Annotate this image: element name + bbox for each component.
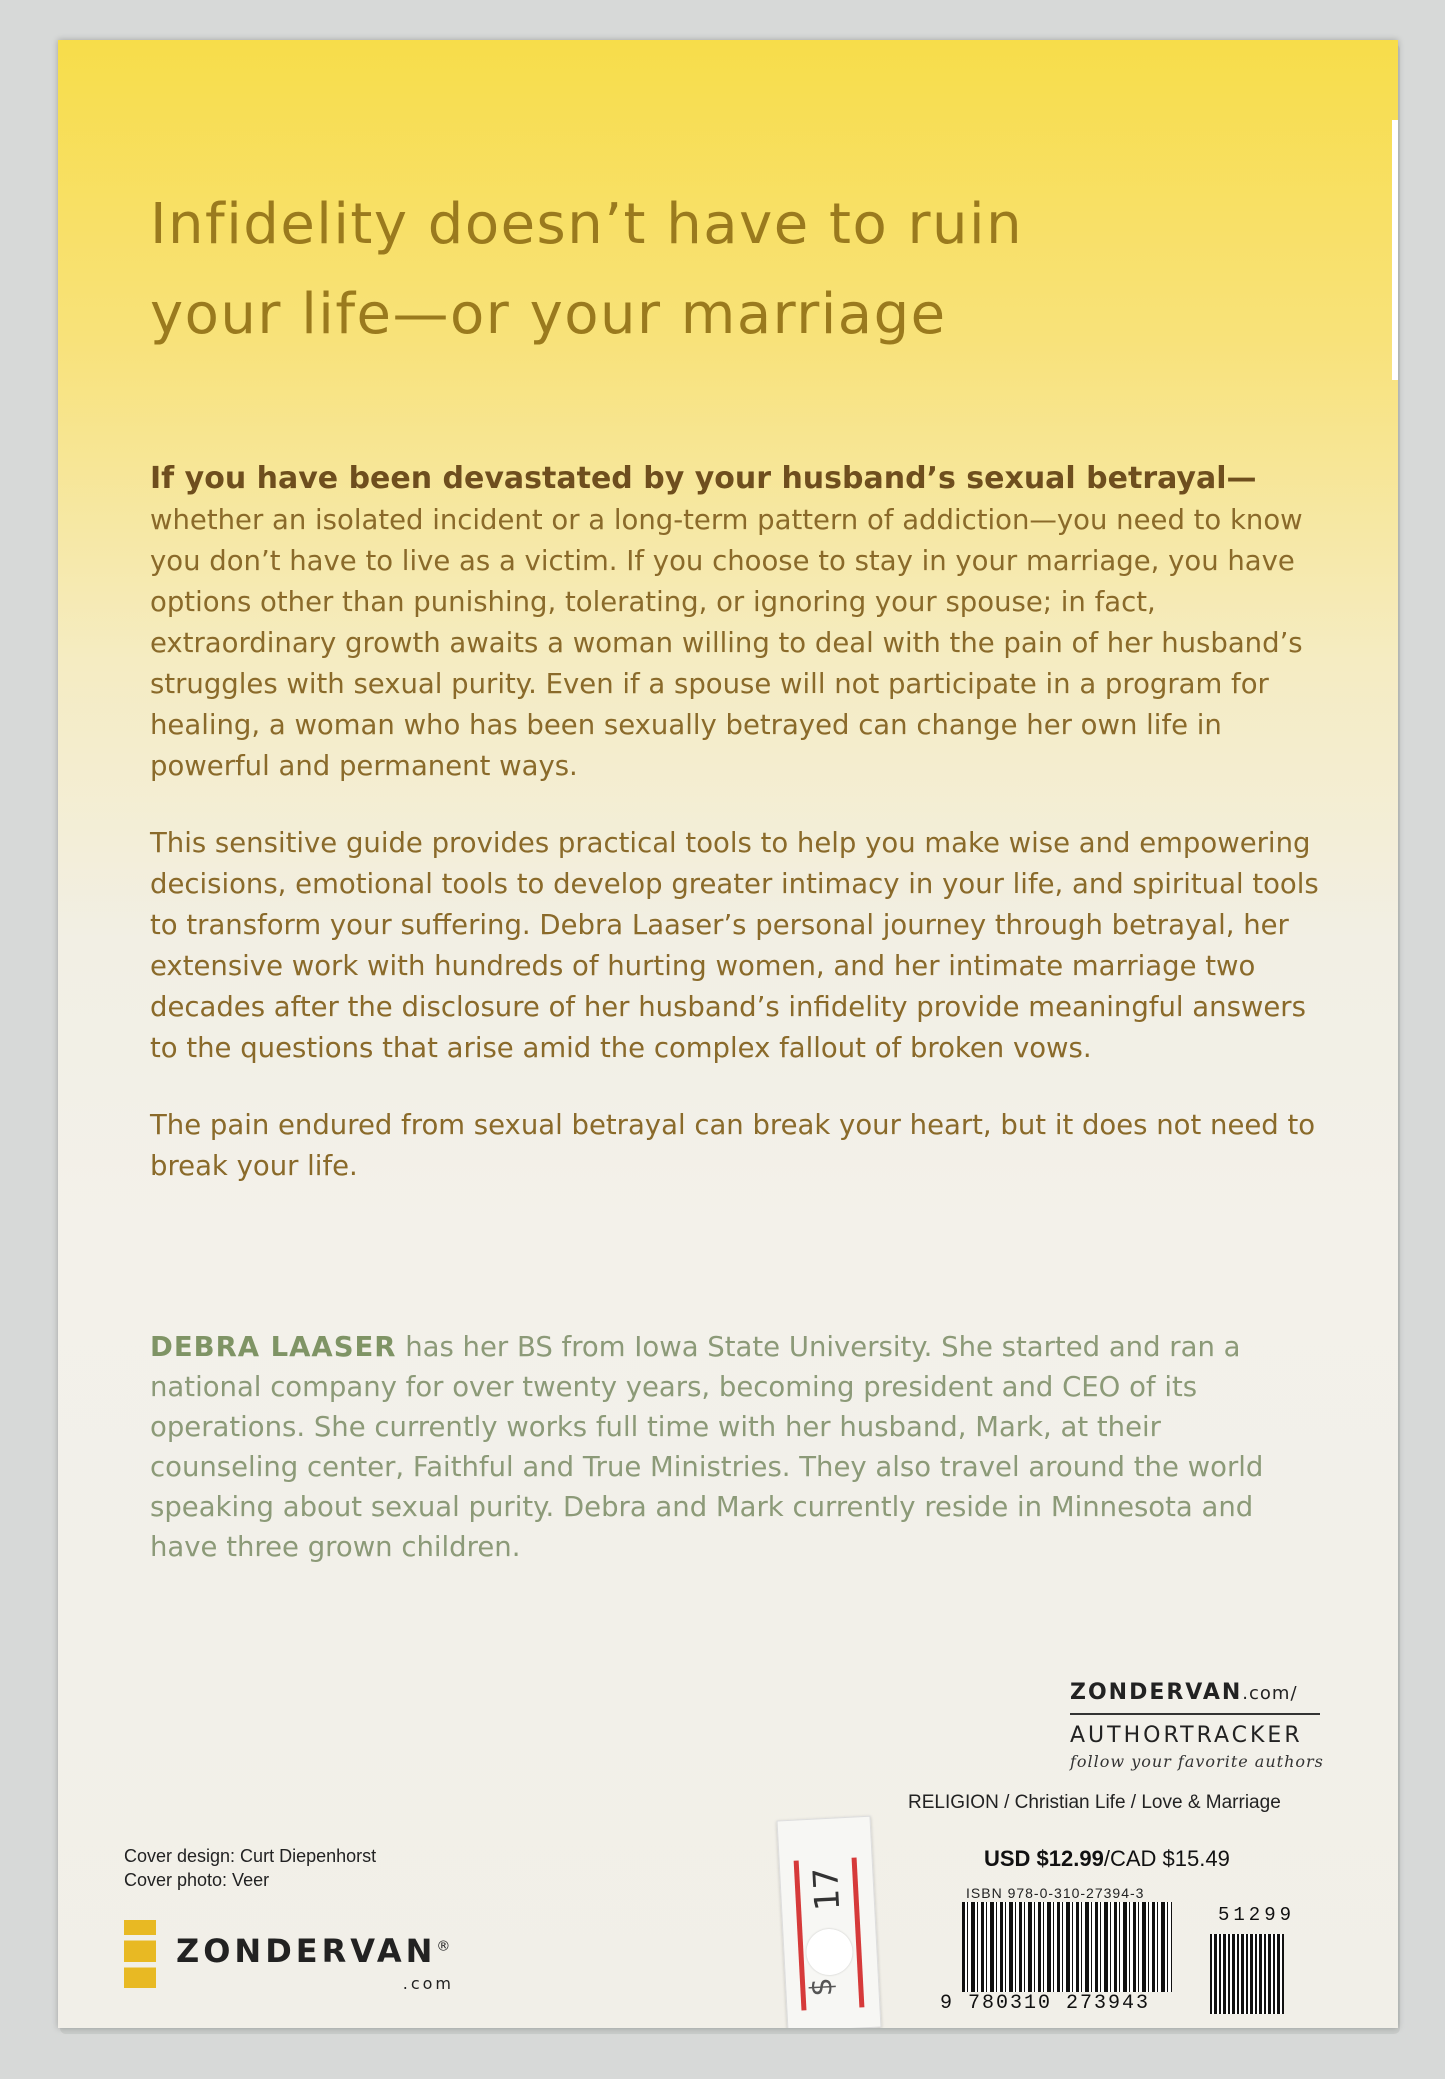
blurb-lead: If you have been devastated by your husband’s sexual betrayal— bbox=[150, 461, 1257, 496]
registered-mark: ® bbox=[436, 1938, 455, 1955]
price-code: 51299 bbox=[1218, 1904, 1296, 1926]
cover-edge-strip bbox=[1392, 120, 1398, 380]
blurb bbox=[150, 458, 1320, 1223]
price-barcode bbox=[1210, 1934, 1284, 2014]
zondervan-logo-icon bbox=[124, 1920, 156, 1988]
isbn-label: ISBN 978-0-310-27394-3 bbox=[966, 1885, 1145, 1901]
tracker-brand-suffix: .com/ bbox=[1242, 1683, 1298, 1704]
blurb-paragraph-3: The pain endured from sexual betrayal can break your heart, but it does not need to break your life. bbox=[150, 1109, 1316, 1182]
sticker-price: 17 bbox=[806, 1866, 849, 1912]
barcode-digits: 9 780310 273943 bbox=[940, 1992, 1180, 2015]
headline-line-1: Infidelity doesn’t have to ruin bbox=[150, 192, 1024, 257]
sticker-dollar-sign: $ bbox=[803, 1976, 840, 1998]
author-name: DEBRA LAASER bbox=[150, 1331, 397, 1363]
blurb-paragraph-1-text: whether an isolated incident or a long-term pattern of addiction—you need to know you don’t have to live as a victim. If you choose to stay in your marriage, you have options other than punishing, tolerating, or ignoring your spouse; in fact, extraordinary growth awaits a woman willing to deal with the pain of her husband’s struggles with sexual purity. Even if a spouse will not participate in a program for healing, a woman who has been sexually betrayed can change her own life in powerful and permanent ways. bbox=[150, 504, 1303, 782]
sticker-hole bbox=[805, 1928, 853, 1976]
tracker-brand bbox=[1070, 1680, 1370, 1705]
cover-photo-credit: Cover photo: Veer bbox=[124, 1870, 270, 1890]
retail-price bbox=[984, 1846, 1364, 1872]
author-bio bbox=[150, 1327, 1300, 1567]
sticker-line-right bbox=[852, 1857, 865, 2007]
category-label: RELIGION / Christian Life / Love & Marriage bbox=[908, 1792, 1281, 1813]
logo-name-text: ZONDERVAN bbox=[176, 1932, 437, 1970]
tracker-brand-name: ZONDERVAN bbox=[1070, 1680, 1243, 1705]
blurb-paragraph-1 bbox=[150, 458, 1320, 787]
publisher-logo-suffix: .com bbox=[402, 1974, 454, 1993]
tracker-name: AUTHORTRACKER bbox=[1070, 1723, 1303, 1748]
author-bio-text: has her BS from Iowa State University. She started and ran a national company for over twenty years, becoming president and CEO of its operations. She currently works full time with her husband, Mark, at their counseling center, Faithful and True Ministries. They also travel around the world speaking about sexual purity. Debra and Mark currently reside in Minnesota and have three grown children. bbox=[150, 1331, 1264, 1563]
headline-line-2: your life—or your marriage bbox=[150, 282, 947, 347]
price-cad: /CAD $15.49 bbox=[1103, 1846, 1230, 1871]
cover-credits bbox=[124, 1844, 524, 1892]
publisher-logo-name bbox=[176, 1932, 454, 1970]
price-sticker bbox=[777, 1816, 882, 2028]
publisher-logo bbox=[124, 1920, 484, 2000]
tracker-rule bbox=[1070, 1713, 1320, 1715]
book-back-cover bbox=[58, 40, 1398, 2028]
headline bbox=[150, 180, 1310, 360]
cover-design-credit: Cover design: Curt Diepenhorst bbox=[124, 1846, 377, 1866]
tracker-tagline: follow your favorite authors bbox=[1070, 1752, 1324, 1771]
blurb-paragraph-2: This sensitive guide provides practical tools to help you make wise and empowering decisions, emotional tools to develop greater intimacy in your life, and spiritual tools to transform your suffering. Debra Laaser’s personal journey through betrayal, her extensive work with hundreds of hurting women, and her intimate marriage two decades after the disclosure of her husband’s infidelity provide meaningful answers to the questions that arise amid the complex fallout of broken vows. bbox=[150, 827, 1319, 1064]
author-tracker bbox=[1070, 1680, 1370, 1771]
price-usd: USD $12.99 bbox=[984, 1846, 1104, 1871]
